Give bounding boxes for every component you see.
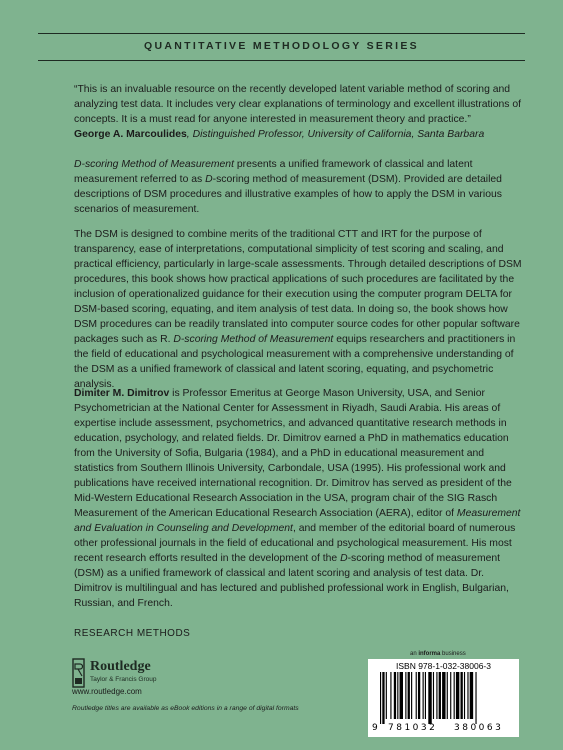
top-rule-upper	[38, 33, 525, 34]
informa-business	[410, 651, 466, 657]
author-bio	[74, 386, 522, 611]
publisher-logo	[72, 658, 192, 690]
bio-text-3: -scoring method of measurement (DSM) as a unified framework of classical and latent scoring and analysis of test data. Dr. Dimitrov is multilingual and has lectured and published professional work in English, Bulgarian, Russian, and French.	[74, 553, 509, 609]
description-text-4: equips researchers and practitioners in the field of educational and psychological measurement with a comprehensive understanding of the DSM as a unified framework of classical and latent scoring, equating, and psychometric analysis.	[74, 334, 516, 390]
barcode-digits-left: 781032	[388, 723, 438, 733]
routledge-logo-icon	[72, 658, 86, 688]
barcode	[368, 659, 519, 737]
book-title-2: D-scoring Method of Measurement	[173, 334, 334, 345]
ebook-note: Routledge titles are available as eBook editions in a range of digital formats	[72, 705, 299, 712]
barcode-bars	[378, 672, 513, 724]
description-text: presents a unified framework of classical and latent measurement referred to as	[74, 159, 473, 185]
bio-text-1: is Professor Emeritus at George Mason University, USA, and Senior Psychometrician at the National Center for Assessment in Riyadh, Saudi Arabia. His areas of expertise include assessment, psychometrics, and advanced quantitative research methods in education, psychology, and related fields. Dr. Dimitrov earned a PhD in mathematics education from the University of Sofia, Bulgaria (1984), and a PhD in educational measurement and statistics from Southern Illinois University, Carbondale, USA (1995). His professional work and publications have received international recognition. Dr. Dimitrov has served as president of the Mid-Western Educational Research Association in the USA, program chair of the SIG Rasch Measurement of the American Educational Research Association (AERA), editor of	[74, 388, 512, 519]
publisher-name: Routledge	[90, 659, 151, 674]
informa-prefix: an	[410, 651, 419, 657]
series-title: QUANTITATIVE METHODOLOGY SERIES	[144, 40, 419, 52]
category-label: RESEARCH METHODS	[74, 628, 191, 639]
bio-d: D	[340, 553, 348, 564]
endorsement-affiliation: , Distinguished Professor, University of California, Santa Barbara	[186, 129, 485, 140]
author-name: Dimiter M. Dimitrov	[74, 388, 170, 399]
barcode-digits-right: 380063	[454, 723, 504, 733]
description-text-2: -scoring method of measurement (DSM). Provided are detailed descriptions of DSM procedures and illustrative examples of how to apply the DSM in various scenarios of measurement.	[74, 174, 502, 215]
description-paragraph-2	[74, 227, 522, 392]
endorsement-quote: “This is an invaluable resource on the recently developed latent variable method of scoring and analyzing test data. It includes very clear explanations of terminology and excellent illustrations of concepts. It is a must read for anyone interested in measurement theory and practice.”	[74, 84, 522, 125]
endorsement	[74, 82, 522, 142]
informa-brand: informa	[418, 651, 441, 657]
publisher-url[interactable]: www.routledge.com	[72, 687, 142, 696]
isbn-label: ISBN 978-1-032-38006-3	[396, 661, 491, 671]
top-rule-lower	[38, 60, 525, 61]
description-text-3: The DSM is designed to combine merits of the traditional CTT and IRT for the purpose of transparency, ease of interpretations, computational simplicity of test scoring and scaling, and practical efficiency, particularly in large-scale assessments. Through detailed descriptions of DSM procedures, this book shows how practical applications of such procedures are facilitated by the inclusion of operationalized guidance for their execution using the computer program DELTA for DSM-based scoring, equating, and item analysis of test data. In doing so, the book shows how DSM procedures can be readily translated into computer source codes for other popular software packages such as R.	[74, 229, 522, 345]
bio-journal: Measurement and Evaluation in Counseling and Development	[74, 508, 521, 534]
bio-text-2: , and member of the editorial board of numerous other professional journals in the field of educational and psychological measurement. His most recent research efforts resulted in the development of the	[74, 523, 516, 564]
description-paragraph-1	[74, 157, 522, 217]
barcode-digit-lead: 9	[372, 723, 378, 733]
description-d: D	[205, 174, 213, 185]
informa-suffix: business	[440, 651, 466, 657]
endorsement-author: George A. Marcoulides	[74, 129, 187, 140]
book-title: D-scoring Method of Measurement	[74, 159, 234, 170]
publisher-subtitle: Taylor & Francis Group	[90, 676, 157, 683]
